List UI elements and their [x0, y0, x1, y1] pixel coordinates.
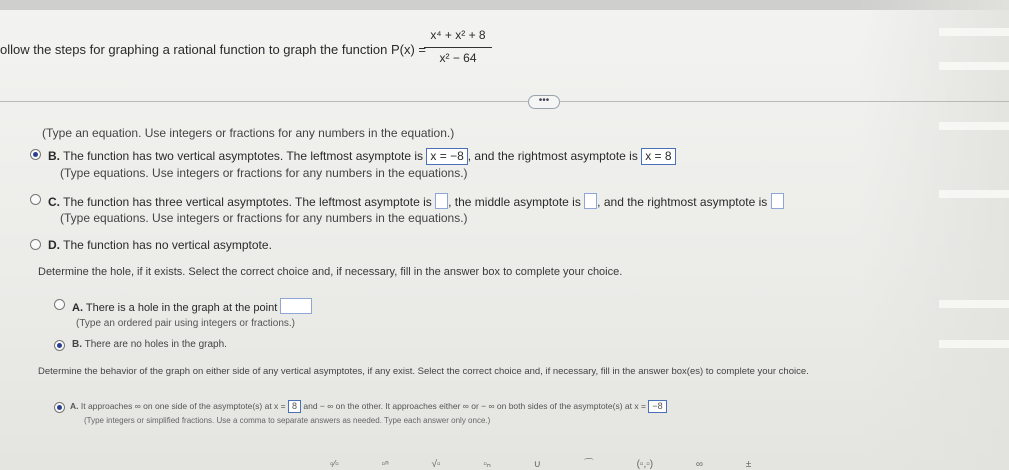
- fraction-numerator: x⁴ + x² + 8: [430, 28, 486, 42]
- c-leftmost-answer-box[interactable]: [435, 193, 448, 209]
- radio-behavior-a[interactable]: [54, 402, 65, 413]
- option-c-note: (Type equations. Use integers or fractions for any numbers in the equations.): [60, 211, 468, 225]
- c-middle-answer-box[interactable]: [584, 193, 597, 209]
- option-d-row: [48, 238, 272, 252]
- behavior-a-row: [70, 400, 667, 413]
- radio-option-d[interactable]: [30, 239, 41, 250]
- behavior-answer-2[interactable]: −8: [648, 400, 666, 413]
- behavior-a-note: (Type integers or simplified fractions. Use a comma to separate answers as needed. Type each answer only once.): [84, 416, 491, 425]
- hole-a-note: (Type an ordered pair using integers or fractions.): [76, 318, 295, 329]
- option-b-note: (Type equations. Use integers or fractions for any numbers in the equations.): [60, 166, 468, 180]
- problem-prompt: ollow the steps for graphing a rational function to graph the function P(x) =: [0, 42, 427, 57]
- hole-a-row: [72, 298, 312, 314]
- behavior-a-text: It approaches ∞ on one side of the asymptote(s) at x =: [80, 401, 286, 411]
- option-c-letter: C.: [48, 195, 60, 209]
- hole-question: Determine the hole, if it exists. Select the correct choice and, if necessary, fill in the answer box to complete your choice.: [38, 266, 623, 278]
- math-toolbar: [330, 455, 791, 470]
- infinity-tool-icon[interactable]: ∞: [695, 459, 704, 470]
- option-c-text: The function has three vertical asymptotes. The leftmost asymptote is: [63, 195, 432, 209]
- option-c-middle: , the middle asymptote is: [448, 195, 581, 209]
- hole-b-text: There are no holes in the graph.: [84, 339, 227, 350]
- type-equation-note: (Type an equation. Use integers or fractions for any numbers in the equation.): [42, 126, 455, 140]
- leftmost-asymptote-answer[interactable]: x = −8: [426, 148, 467, 165]
- option-b-row: [48, 148, 676, 165]
- option-b-middle: , and the rightmost asymptote is: [467, 149, 638, 163]
- radio-hole-b[interactable]: [54, 340, 65, 351]
- more-button[interactable]: •••: [528, 95, 560, 109]
- fraction-tool-icon[interactable]: ▫⁄▫: [330, 459, 339, 470]
- union-tool-icon[interactable]: ∪: [533, 459, 541, 470]
- hole-a-text: There is a hole in the graph at the point: [85, 302, 278, 314]
- top-bar: [0, 0, 1009, 10]
- option-c-after: , and the rightmost asymptote is: [597, 195, 768, 209]
- hole-b-row: [72, 339, 227, 350]
- c-rightmost-answer-box[interactable]: [771, 193, 784, 209]
- hole-a-letter: A.: [72, 302, 83, 314]
- exponent-tool-icon[interactable]: ▫ⁿ: [381, 459, 389, 470]
- hole-b-letter: B.: [72, 339, 82, 350]
- behavior-a-middle: and − ∞ on the other. It approaches either ∞ or − ∞ on both sides of the asymptote(s) at x =: [303, 401, 646, 411]
- sqrt-tool-icon[interactable]: √▫: [431, 459, 441, 470]
- option-c-row: [48, 193, 784, 209]
- behavior-a-letter: A.: [70, 401, 79, 411]
- hole-point-answer-box[interactable]: [280, 298, 312, 314]
- radio-hole-a[interactable]: [54, 299, 65, 310]
- option-b-text: The function has two vertical asymptotes. The leftmost asymptote is: [63, 149, 424, 163]
- arc-tool-icon[interactable]: ⌒: [583, 459, 594, 470]
- right-edge-shading: [859, 0, 1009, 470]
- subscript-tool-icon[interactable]: ▫ₙ: [483, 459, 491, 470]
- function-fraction: [424, 28, 492, 65]
- option-d-text: The function has no vertical asymptote.: [63, 238, 272, 252]
- interval-tool-icon[interactable]: (▫,▫): [636, 459, 654, 470]
- behavior-answer-1[interactable]: 8: [288, 400, 301, 413]
- radio-option-c[interactable]: [30, 194, 41, 205]
- radio-option-b[interactable]: [30, 149, 41, 160]
- option-b-letter: B.: [48, 149, 60, 163]
- option-d-letter: D.: [48, 238, 60, 252]
- plus-minus-tool-icon[interactable]: ±: [745, 459, 752, 470]
- rightmost-asymptote-answer[interactable]: x = 8: [641, 148, 675, 165]
- section-divider: [0, 101, 1009, 102]
- fraction-denominator: x² − 64: [439, 51, 477, 65]
- behavior-question: Determine the behavior of the graph on either side of any vertical asymptotes, if any exist. Select the correct choice and, if necessary, fill in the answer box(es) to complete your choice.: [38, 366, 809, 377]
